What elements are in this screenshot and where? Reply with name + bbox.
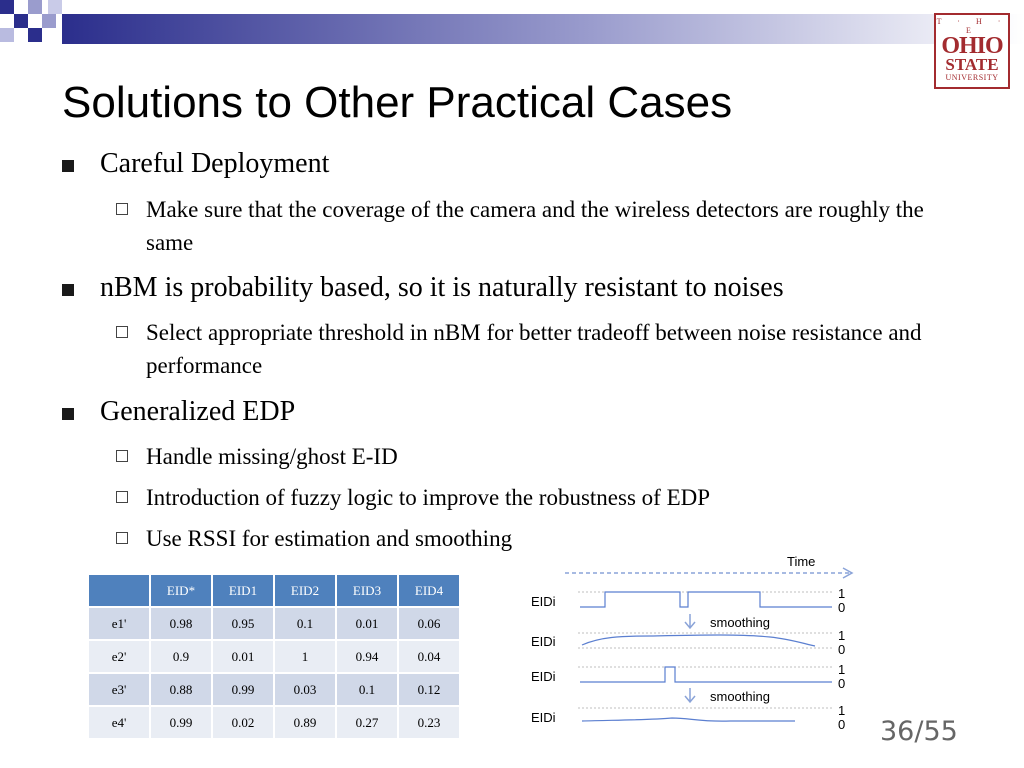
table-cell: 0.1 <box>274 607 336 640</box>
sub-bullet-text: Handle missing/ghost E-ID <box>146 444 398 469</box>
logo-ohio: OHIO <box>941 33 1003 59</box>
spike-signal-trace <box>580 667 832 682</box>
hollow-square-bullet-icon <box>116 532 128 544</box>
high-label: 1 <box>838 628 846 643</box>
page-number: 36/55 <box>880 716 958 747</box>
low-label: 0 <box>838 676 846 691</box>
table-row <box>88 673 460 706</box>
table-cell: 0.98 <box>150 607 212 640</box>
down-arrow-icon <box>685 688 695 702</box>
high-label: 1 <box>838 662 846 677</box>
table-header-cell: EID4 <box>398 574 460 607</box>
table-row <box>88 607 460 640</box>
high-label: 1 <box>838 703 846 718</box>
signal-smoothing-diagram <box>500 550 860 740</box>
header-decoration <box>0 0 1024 46</box>
table-cell: e3' <box>88 673 150 706</box>
table-header-row <box>88 574 460 607</box>
table-header-cell: EID3 <box>336 574 398 607</box>
table-cell: 0.12 <box>398 673 460 706</box>
square-bullet-icon <box>62 408 74 420</box>
table-cell: 0.03 <box>274 673 336 706</box>
table-cell: 0.02 <box>212 706 274 739</box>
table-cell: 0.27 <box>336 706 398 739</box>
table-cell: 0.99 <box>212 673 274 706</box>
low-label: 0 <box>838 642 846 657</box>
logo-university: UNIVERSITY <box>945 73 999 82</box>
down-arrow-icon <box>685 614 695 628</box>
table-cell: 0.06 <box>398 607 460 640</box>
eidi-label: EIDi <box>531 710 556 725</box>
table-cell: 0.99 <box>150 706 212 739</box>
smoothing-label: smoothing <box>710 615 770 630</box>
logo-state: STATE <box>945 55 999 74</box>
hollow-square-bullet-icon <box>116 491 128 503</box>
table-cell: 0.1 <box>336 673 398 706</box>
bullet-text: nBM is probability based, so it is naturally resistant to noises <box>100 272 784 303</box>
low-label: 0 <box>838 600 846 615</box>
table-cell: 0.01 <box>336 607 398 640</box>
sub-bullet-text: Select appropriate threshold in nBM for better tradeoff between noise resistance and performance <box>146 320 922 378</box>
sub-bullet-text: Introduction of fuzzy logic to improve the robustness of EDP <box>146 485 711 510</box>
table-cell: 0.23 <box>398 706 460 739</box>
high-label: 1 <box>838 586 846 601</box>
smoothed-signal-trace <box>582 635 815 646</box>
low-label: 0 <box>838 717 846 732</box>
table-cell: 0.01 <box>212 640 274 673</box>
bullet-text: Generalized EDP <box>100 396 296 427</box>
table-row <box>88 706 460 739</box>
table-header-cell: EID2 <box>274 574 336 607</box>
eidi-label: EIDi <box>531 594 556 609</box>
table-cell: e2' <box>88 640 150 673</box>
smoothing-label: smoothing <box>710 689 770 704</box>
table-header-cell: EID* <box>150 574 212 607</box>
hollow-square-bullet-icon <box>116 326 128 338</box>
bullet-text: Careful Deployment <box>100 148 330 179</box>
table-header-cell: EID1 <box>212 574 274 607</box>
time-label: Time <box>787 554 816 569</box>
table-cell: 0.89 <box>274 706 336 739</box>
table-cell: 1 <box>274 640 336 673</box>
table-cell: 0.94 <box>336 640 398 673</box>
table-cell: 0.9 <box>150 640 212 673</box>
eid-probability-table <box>87 573 461 740</box>
table-cell: 0.88 <box>150 673 212 706</box>
table-cell: e1' <box>88 607 150 640</box>
smoothed-flat-trace <box>582 718 795 721</box>
table-cell: e4' <box>88 706 150 739</box>
raw-signal-trace <box>580 592 832 607</box>
square-bullet-icon <box>62 160 74 172</box>
logo-the: T · H · E <box>936 17 1008 35</box>
slide-title: Solutions to Other Practical Cases <box>62 78 733 127</box>
hollow-square-bullet-icon <box>116 450 128 462</box>
ohio-state-logo <box>934 13 1010 89</box>
sub-bullet-text: Make sure that the coverage of the camera and the wireless detectors are roughly the same <box>146 197 924 255</box>
table-header-cell <box>88 574 150 607</box>
square-bullet-icon <box>62 284 74 296</box>
eidi-label: EIDi <box>531 634 556 649</box>
table-cell: 0.04 <box>398 640 460 673</box>
hollow-square-bullet-icon <box>116 203 128 215</box>
eidi-label: EIDi <box>531 669 556 684</box>
sub-bullet-text: Use RSSI for estimation and smoothing <box>146 526 513 551</box>
table-row <box>88 640 460 673</box>
table-cell: 0.95 <box>212 607 274 640</box>
